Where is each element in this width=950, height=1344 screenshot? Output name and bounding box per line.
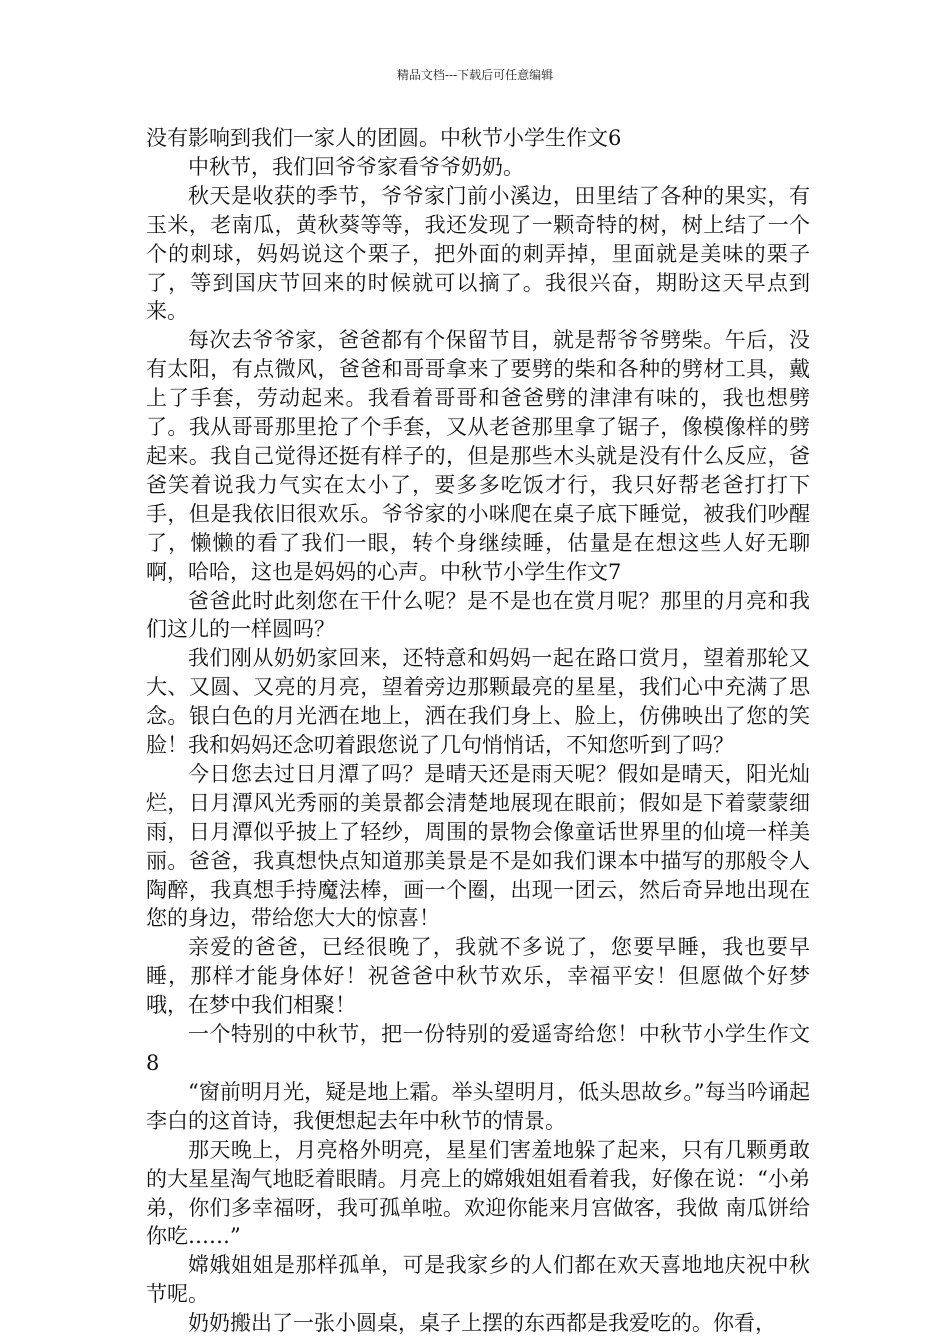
paragraph: 我们刚从奶奶家回来，还特意和妈妈一起在路口赏月，望着那轮又大、又圆、又亮的月亮，望着旁边那颗最亮的星星，我们心中充满了思念。银白色的月光洒在地上，洒在我们身上、脸上，仿佛映出了您的笑脸！我和妈妈还念叨着跟您说了几句悄悄话，不知您听到了吗？ xyxy=(146,646,810,758)
document-body xyxy=(146,124,810,1338)
paragraph: 奶奶搬出了一张小圆桌，桌子上摆的东西都是我爱吃的。你看， xyxy=(188,1311,776,1336)
paragraph: 嫦娥姐姐是那样孤单，可是我家乡的人们都在欢天喜地地庆祝中秋节呢。 xyxy=(146,1253,810,1307)
paragraph: 亲爱的爸爸，已经很晚了，我就不多说了，您要早睡，我也要早睡，那样才能身体好！祝爸爸中秋节欢乐，幸福平安！但愿做个好梦哦，在梦中我们相聚！ xyxy=(146,935,810,1018)
paragraph: 中秋节，我们回爷爷家看爷爷奶奶。 xyxy=(188,154,524,179)
paragraph: “窗前明月光，疑是地上霜。举头望明月，低头思故乡。”每当吟诵起李白的这首诗，我便想起去年中秋节的情景。 xyxy=(146,1079,810,1133)
paragraph: 秋天是收获的季节，爷爷家门前小溪边，田里结了各种的果实，有玉米，老南瓜，黄秋葵等等，我还发现了一颗奇特的树，树上结了一个个的刺球，妈妈说这个栗子，把外面的刺弄掉，里面就是美味的栗子了，等到国庆节回来的时候就可以摘了。我很兴奋，期盼这天早点到来。 xyxy=(146,183,810,324)
paragraph: 没有影响到我们一家人的团圆。中秋节小学生作文6 xyxy=(146,126,622,150)
paragraph: 爸爸此时此刻您在干什么呢？是不是也在赏月呢？那里的月亮和我们这儿的一样圆吗？ xyxy=(146,588,810,642)
paragraph: 那天晚上，月亮格外明亮，星星们害羞地躲了起来，只有几颗勇敢的大星星淘气地眨着眼睛。月亮上的嫦娥姐姐看着我，好像在说：“小弟弟，你们多幸福呀，我可孤单啦。欢迎你能来月宫做客，我做 南瓜饼给你吃……” xyxy=(146,1137,810,1249)
paragraph: 今日您去过日月潭了吗？是晴天还是雨天呢？假如是晴天，阳光灿烂，日月潭风光秀丽的美景都会清楚地展现在眼前；假如是下着蒙蒙细雨，日月潭似乎披上了轻纱，周围的景物会像童话世界里的仙境一样美丽。爸爸，我真想快点知道那美景是不是如我们课本中描写的那般令人陶醉，我真想手持魔法棒，画一个圈，出现一团云，然后奇异地出现在您的身边，带给您大大的惊喜！ xyxy=(146,761,810,931)
paragraph: 每次去爷爷家，爸爸都有个保留节目，就是帮爷爷劈柴。午后，没有太阳，有点微风，爸爸和哥哥拿来了要劈的柴和各种的劈材工具，戴上了手套，劳动起来。我看着哥哥和爸爸劈的津津有味的，我也想劈了。我从哥哥那里抢了个手套，又从老爸那里拿了锯子，像模像样的劈起来。我自己觉得还挺有样子的，但是那些木头就是没有什么反应，爸爸笑着说我力气实在太小了，要多多吃饭才行，我只好帮老爸打打下手，但是我依旧很欢乐。爷爷家的小咪爬在桌子底下睡觉，被我们吵醒了，懒懒的看了我们一眼，转个身继续睡，估量是在想这些人好无聊啊，哈哈，这也是妈妈的心声。中秋节小学生作文7 xyxy=(146,328,810,584)
paragraph: 一个特别的中秋节，把一份特别的爱遥寄给您！中秋节小学生作文8 xyxy=(146,1022,810,1075)
page-header: 精品文档---下载后可任意编辑 xyxy=(396,68,554,82)
